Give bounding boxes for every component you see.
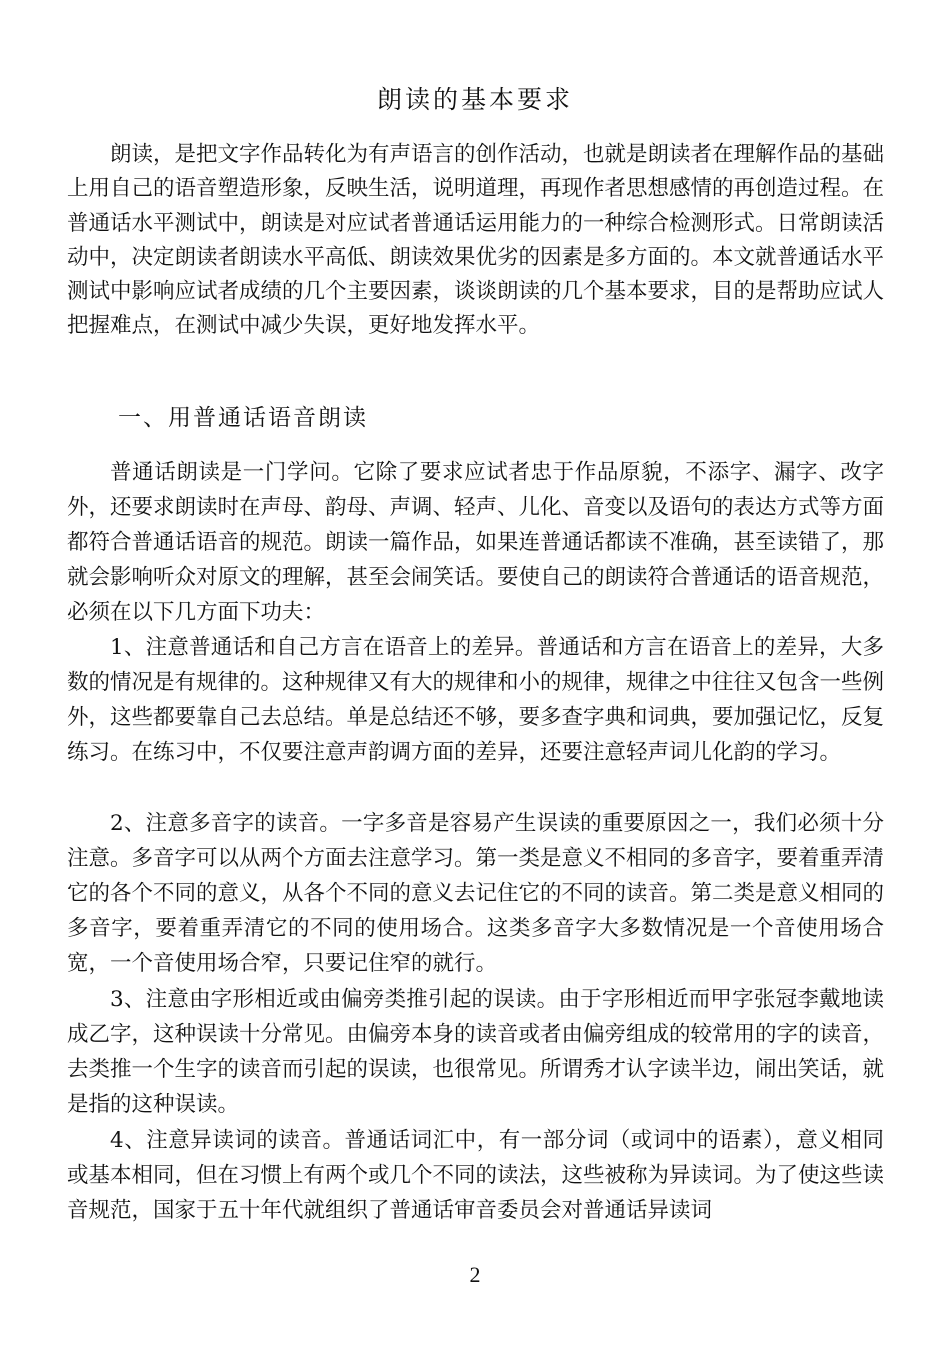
page-number: 2: [469, 1262, 481, 1287]
body-paragraph: 2、注意多音字的读音。一字多音是容易产生误读的重要原因之一，我们必须十分注意。多音字可以从两个方面去注意学习。第一类是意义不相同的多音字，要着重弄清它的各个不同的意义，从各个不同的意义去记住它的不同的读音。第二类是意义相同的多音字，要着重弄清它的不同的使用场合。这类多音字大多数情况是一个音使用场合宽，一个音使用场合窄，只要记住窄的就行。: [67, 811, 885, 976]
body-paragraph: 1、注意普通话和自己方言在语音上的差异。普通话和方言在语音上的差异，大多数的情况是有规律的。这种规律又有大的规律和小的规律，规律之中往往又包含一些例外，这些都要靠自己去总结。单是总结还不够，要多查字典和词典，要加强记忆，反复练习。在练习中，不仅要注意声韵调方面的差异，还要注意轻声词儿化韵的学习。: [67, 635, 885, 765]
intro-paragraph: 朗读，是把文字作品转化为有声语言的创作活动，也就是朗读者在理解作品的基础上用自己的语音塑造形象，反映生活，说明道理，再现作者思想感情的再创造过程。在普通话水平测试中，朗读是对应试者普通话运用能力的一种综合检测形式。日常朗读活动中，决定朗读者朗读水平高低、朗读效果优劣的因素是多方面的。本文就普通话水平测试中影响应试者成绩的几个主要因素，谈谈朗读的几个基本要求，目的是帮助应试人把握难点，在测试中减少失误，更好地发挥水平。: [67, 142, 885, 339]
body-paragraph: 3、注意由字形相近或由偏旁类推引起的误读。由于字形相近而甲字张冠李戴地读成乙字，这种误读十分常见。由偏旁本身的读音或者由偏旁组成的较常用的字的读音，去类推一个生字的读音而引起的误读，也很常见。所谓秀才认字读半边，闹出笑话，就是指的这种误读。: [67, 987, 885, 1117]
body-paragraph: 普通话朗读是一门学问。它除了要求应试者忠于作品原貌，不添字、漏字、改字外，还要求朗读时在声母、韵母、声调、轻声、儿化、音变以及语句的表达方式等方面都符合普通话语音的规范。朗读一篇作品，如果连普通话都读不准确，甚至读错了，那就会影响听众对原文的理解，甚至会闹笑话。要使自己的朗读符合普通话的语音规范，必须在以下几方面下功夫：: [67, 460, 885, 625]
section-heading: 一、用普通话语音朗读: [118, 405, 368, 431]
body-paragraph: 4、注意异读词的读音。普通话词汇中，有一部分词（或词中的语素），意义相同或基本相同，但在习惯上有两个或几个不同的读法，这些被称为异读词。为了使这些读音规范，国家于五十年代就组织了普通话审音委员会对普通话异读词: [67, 1128, 885, 1223]
page-title: 朗读的基本要求: [376, 85, 573, 114]
